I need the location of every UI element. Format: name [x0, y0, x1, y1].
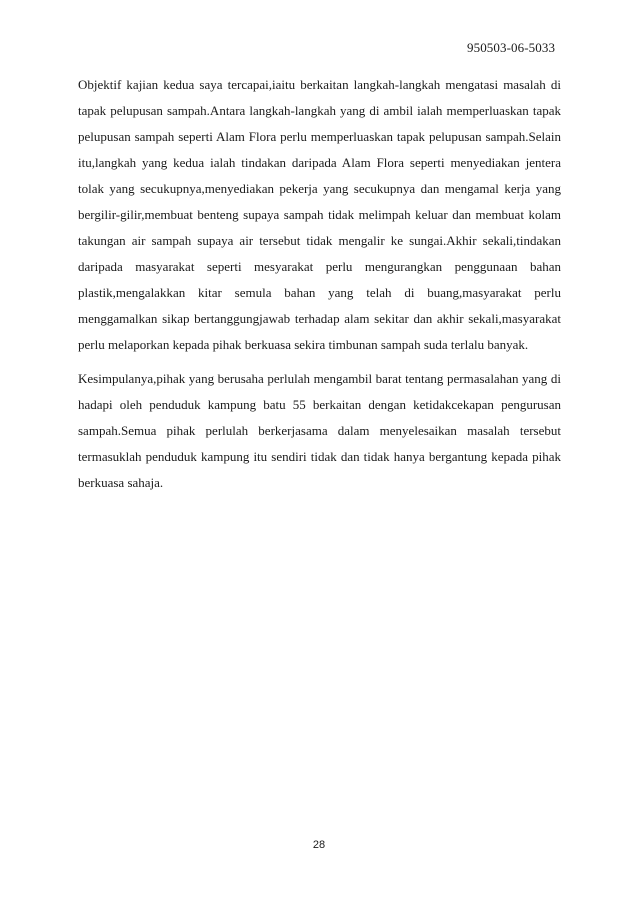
page-number: 28	[312, 839, 326, 851]
document-id: 950503-06-5033	[467, 40, 556, 55]
paragraph-objective: Objektif kajian kedua saya tercapai,iaitu berkaitan langkah-langkah mengatasi masalah di tapak pelupusan sampah.Antara langkah-langkah yang di ambil ialah memperluaskan tapak pelupusan sampah seperti Alam Flora perlu memperluaskan tapak pelupusan sampah.Selain itu,langkah yang kedua ialah tindakan daripada Alam Flora seperti menyediakan jentera tolak yang secukupnya,menyediakan pekerja yang secukupnya dan mengamal kerja yang bergilir-gilir,membuat benteng supaya sampah tidak melimpah keluar dan membuat kolam takungan air sampah supaya air tersebut tidak mengalir ke sungai.Akhir sekali,tindakan daripada masyarakat seperti mesyarakat perlu mengurangkan penggunaan bahan plastik,mengalakkan kitar semula bahan yang telah di buang,masyarakat perlu menggamalkan sikap bertanggungjawab terhadap alam sekitar dan akhir sekali,masyarakat perlu melaporkan kepada pihak berkuasa sekira timbunan sampah suda terlalu banyak.	[78, 77, 561, 352]
document-body	[78, 72, 561, 496]
paragraph-conclusion: Kesimpulanya,pihak yang berusaha perlulah mengambil barat tentang permasalahan yang di hadapi oleh penduduk kampung batu 55 berkaitan dengan ketidakcekapan pengurusan sampah.Semua pihak perlulah berkerjasama dalam menyelesaikan masalah tersebut termasuklah penduduk kampung itu sendiri tidak dan tidak hanya bergantung kepada pihak berkuasa sahaja.	[78, 371, 561, 490]
